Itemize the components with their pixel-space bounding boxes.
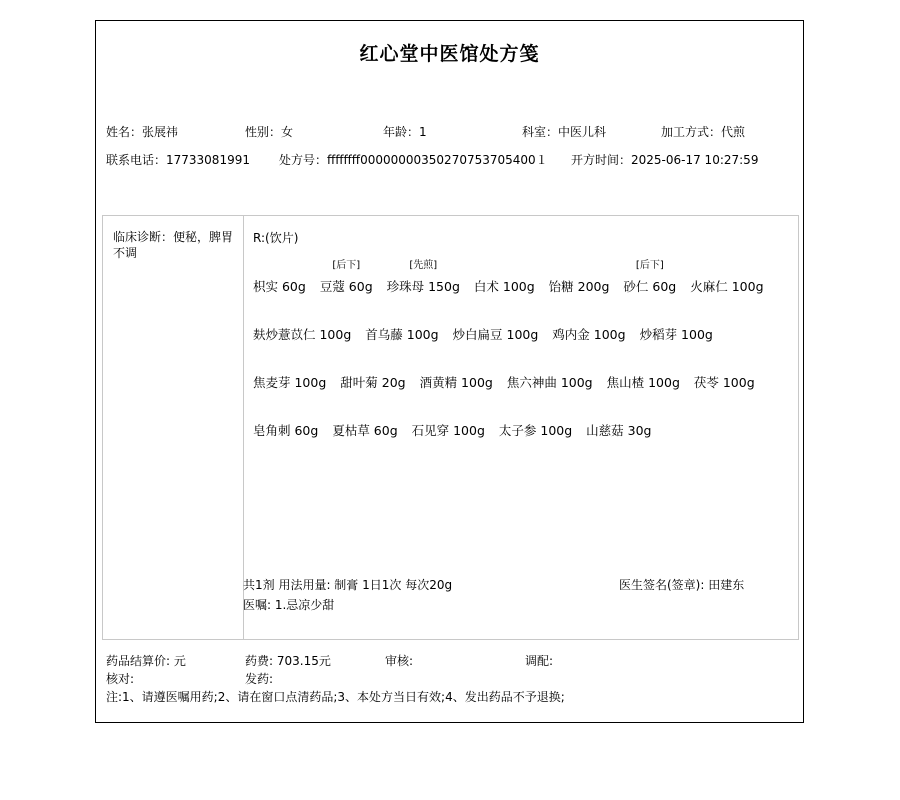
herb-name: 砂仁 60g — [623, 279, 677, 294]
patient-name: 姓名：张展祎 — [106, 125, 179, 139]
herb-item — [253, 421, 318, 439]
rx-label: R:(饮片) — [253, 231, 299, 245]
processing-method: 加工方式：代煎 — [661, 125, 746, 139]
herb-item — [499, 421, 572, 439]
footer-note: 注:1、请遵医嘱用药;2、请在窗口点清药品;3、本处方当日有效;4、发出药品不予退换; — [106, 690, 565, 704]
medical-advice: 医嘱: 1.忌凉少甜 — [243, 598, 335, 612]
herb-item — [623, 260, 677, 295]
herb-item — [253, 373, 326, 391]
check-field: 核对: — [106, 672, 135, 686]
prescription-time: 开方时间：2025-06-17 10:27:59 — [571, 153, 759, 167]
herb-name: 甜叶菊 20g — [340, 375, 406, 390]
herb-item — [386, 260, 460, 295]
herb-name: 焦六神曲 100g — [506, 375, 593, 390]
herb-name: 珍珠母 150g — [386, 279, 460, 294]
herb-name: 焦麦芽 100g — [253, 375, 327, 390]
herb-item — [365, 325, 438, 343]
herb-item — [549, 277, 610, 295]
herb-item — [640, 325, 713, 343]
herb-item — [412, 421, 485, 439]
herb-name: 夏枯草 60g — [332, 423, 398, 438]
page-title: 红心堂中医馆处方笺 — [359, 43, 540, 65]
herb-name: 太子参 100g — [498, 423, 573, 438]
herb-item — [690, 277, 763, 295]
herb-name: 石见穿 100g — [411, 423, 485, 438]
herb-name: 饴糖 200g — [548, 279, 610, 294]
herb-row — [253, 373, 765, 391]
herb-name: 白术 100g — [473, 279, 535, 294]
patient-age: 年龄：1 — [383, 125, 427, 139]
herb-item — [586, 421, 651, 439]
herb-item — [607, 373, 680, 391]
patient-gender: 性别：女 — [245, 125, 294, 139]
herb-item — [253, 277, 306, 295]
herb-name: 鸡内金 100g — [552, 327, 626, 342]
herb-name: 山慈菇 30g — [586, 423, 652, 438]
herb-item — [340, 373, 405, 391]
herb-tag: [先煎] — [409, 260, 438, 271]
herb-item — [420, 373, 493, 391]
herb-row — [253, 260, 774, 295]
herb-tag: [后下] — [635, 260, 664, 271]
herb-item — [507, 373, 593, 391]
herb-name: 枳实 60g — [253, 279, 306, 294]
herb-item — [453, 325, 539, 343]
clinical-diagnosis: 临床诊断：便秘，脾胃不调 — [113, 230, 234, 260]
herb-name: 酒黄精 100g — [419, 375, 493, 390]
prescription-box — [102, 215, 799, 640]
herb-item — [253, 325, 351, 343]
herb-item — [319, 260, 373, 295]
prescription-sheet — [95, 20, 804, 723]
herb-name: 焦山楂 100g — [606, 375, 680, 390]
herb-row — [253, 325, 723, 343]
settle-price: 药品结算价: 元 — [106, 654, 186, 668]
herb-name: 麸炒薏苡仁 100g — [253, 327, 352, 342]
herb-name: 皂角刺 60g — [253, 423, 319, 438]
drug-fee: 药费: 703.15元 — [245, 654, 331, 668]
dispense-field: 调配: — [525, 654, 554, 668]
herb-name: 豆蔻 60g — [319, 279, 373, 294]
herb-name: 首乌藤 100g — [365, 327, 439, 342]
doctor-signature: 医生签名(签章): 田建东 — [619, 578, 745, 592]
herb-name: 炒稻芽 100g — [639, 327, 713, 342]
usage-dosage: 共1剂 用法用量: 制膏 1日1次 每次20g — [243, 578, 453, 592]
herb-row — [253, 421, 661, 439]
herb-tag: [后下] — [332, 260, 361, 271]
department: 科室：中医儿科 — [522, 125, 607, 139]
herb-item — [332, 421, 397, 439]
prescription-number: 处方号：ffffffff00000000350270753705400１ — [279, 153, 548, 167]
herb-name: 火麻仁 100g — [690, 279, 764, 294]
issue-field: 发药: — [245, 672, 274, 686]
herb-item — [552, 325, 625, 343]
herb-name: 炒白扁豆 100g — [452, 327, 539, 342]
herb-item — [694, 373, 755, 391]
herb-name: 茯苓 100g — [693, 375, 755, 390]
herb-item — [474, 277, 535, 295]
review-field: 审核: — [385, 654, 414, 668]
contact-phone: 联系电话：17733081991 — [106, 153, 250, 167]
